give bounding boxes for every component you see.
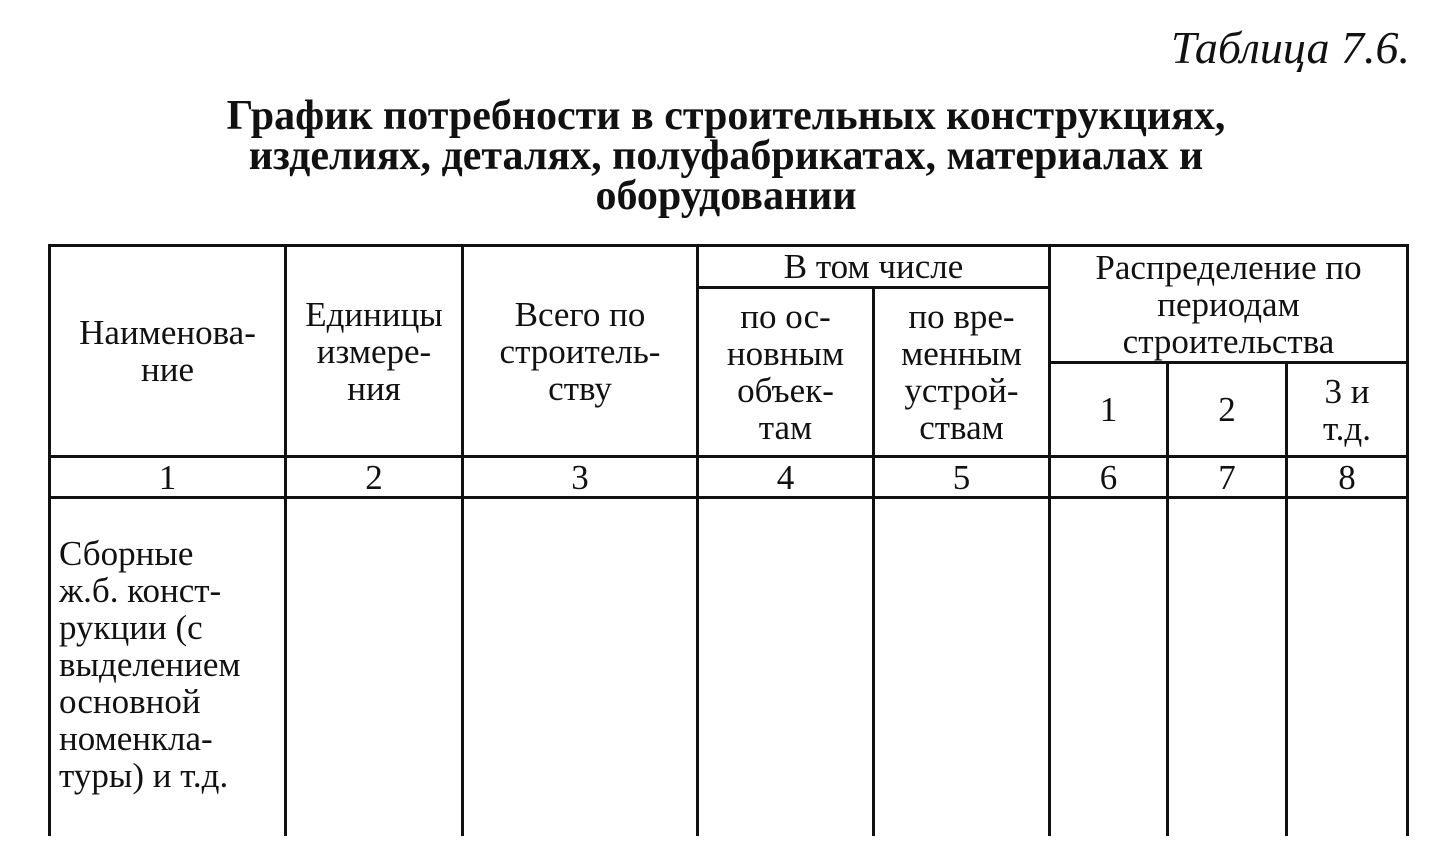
header-period-3: 3 и т.д. (1287, 363, 1408, 457)
page-title (48, 93, 1404, 219)
header-name: Наименова- ние (50, 246, 286, 457)
title-line-1: График потребности в строительных конструкциях, (226, 93, 1226, 139)
column-number: 7 (1168, 457, 1287, 498)
table-cell (1287, 498, 1408, 836)
header-period-1: 1 (1050, 363, 1168, 457)
column-number: 6 (1050, 457, 1168, 498)
column-number: 1 (50, 457, 286, 498)
title-line-3: оборудовании (595, 173, 857, 219)
title-line-2: изделиях, деталях, полуфабрикатах, материалах и (248, 133, 1204, 179)
header-distribution: Распределение по периодам строительства (1050, 246, 1408, 363)
table-cell (286, 498, 463, 836)
table-cell (874, 498, 1050, 836)
column-number: 5 (874, 457, 1050, 498)
header-total: Всего по строитель- ству (463, 246, 698, 457)
column-number-row (50, 457, 1408, 498)
column-number: 2 (286, 457, 463, 498)
header-units: Единицы измере- ния (286, 246, 463, 457)
column-number: 8 (1287, 457, 1408, 498)
requirements-table (48, 244, 1409, 836)
column-number: 3 (463, 457, 698, 498)
header-temp-devices: по вре- менным устрой- ствам (874, 288, 1050, 457)
header-including: В том числе (698, 246, 1050, 288)
table-row (50, 498, 1408, 836)
header-period-2: 2 (1168, 363, 1287, 457)
row-name-cell: Сборные ж.б. конст- рукции (с выделением основной номенкла- туры) и т.д. (50, 498, 286, 836)
header-row-1 (50, 246, 1408, 288)
table-cell (698, 498, 874, 836)
table-label: Таблица 7.6. (1170, 22, 1410, 73)
table-cell (1168, 498, 1287, 836)
column-number: 4 (698, 457, 874, 498)
table-cell (463, 498, 698, 836)
header-main-objects: по ос- новным объек- там (698, 288, 874, 457)
table-cell (1050, 498, 1168, 836)
